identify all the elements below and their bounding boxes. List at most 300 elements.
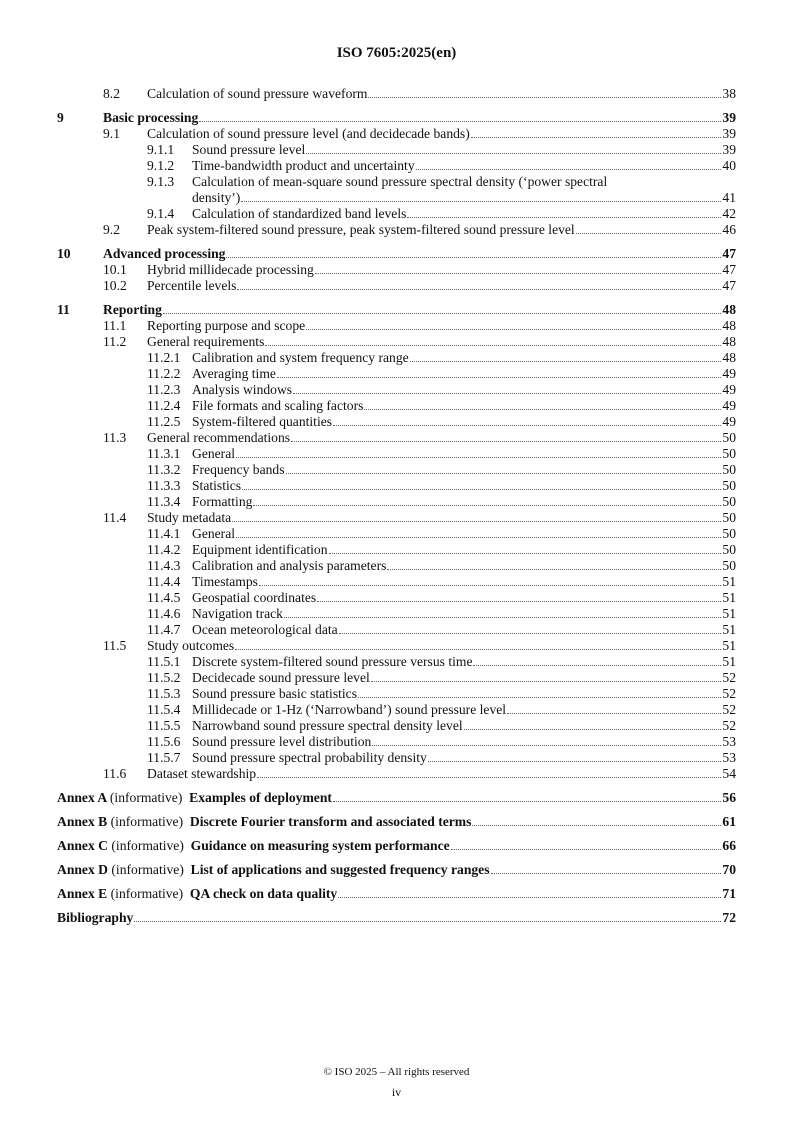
toc-entry[interactable] — [0, 142, 793, 158]
dot-leader — [284, 617, 721, 618]
toc-entry-page[interactable]: 49 — [722, 414, 736, 429]
toc-entry-line — [192, 574, 736, 590]
toc-entry[interactable] — [0, 462, 793, 478]
toc-entry-title — [57, 862, 490, 878]
toc-entry-title-text: List of applications and suggested frequency ranges — [190, 862, 490, 877]
toc-entry-title — [57, 886, 337, 902]
page-number: iv — [391, 1085, 402, 1099]
toc-entry-number: 11.4.6 — [147, 606, 181, 621]
dot-leader — [372, 745, 721, 746]
toc-entry-page[interactable]: 39 — [722, 110, 736, 125]
toc-entry-page[interactable]: 49 — [722, 398, 736, 413]
toc-entry-title-text: Calculation of sound pressure waveform — [147, 86, 368, 101]
toc-entry-page[interactable]: 39 — [722, 126, 736, 141]
toc-entry-line — [57, 814, 736, 830]
toc-entry-line — [192, 350, 736, 366]
toc-entry[interactable] — [0, 558, 793, 574]
toc-entry[interactable] — [0, 446, 793, 462]
toc-entry-page[interactable]: 40 — [722, 158, 736, 173]
toc-entry-title — [57, 814, 471, 830]
toc-entry-line — [192, 190, 736, 206]
toc-entry-page[interactable]: 70 — [722, 862, 736, 877]
toc-entry-title — [192, 142, 305, 158]
dot-leader — [286, 473, 722, 474]
toc-entry-line — [192, 174, 736, 190]
toc-entry-title-text: Formatting — [192, 494, 253, 509]
toc-entry-title-text: File formats and scaling factors — [192, 398, 364, 413]
toc-entry[interactable] — [0, 334, 793, 350]
toc-entry-number: 11.2.2 — [147, 366, 181, 381]
toc-entry-number: 10.2 — [103, 278, 127, 293]
annex-note: (informative) — [111, 862, 184, 877]
toc-entry-line — [103, 110, 736, 126]
toc-entry[interactable] — [0, 886, 793, 902]
dot-leader — [241, 201, 721, 202]
copyright-footer: © ISO 2025 – All rights reserved — [323, 1066, 470, 1078]
toc-entry-line — [147, 86, 736, 102]
dot-leader — [338, 897, 721, 898]
dot-leader — [306, 329, 721, 330]
toc-entry-title-text: Calculation of sound pressure level (and decidecade bands) — [147, 126, 470, 141]
toc-entry-line — [192, 606, 736, 622]
toc-entry-title — [147, 638, 234, 654]
toc-entry-line — [192, 734, 736, 750]
toc-entry-title-text: Examples of deployment — [189, 790, 332, 805]
toc-entry-number: 11.5.2 — [147, 670, 181, 685]
toc-entry-page[interactable]: 72 — [722, 910, 736, 925]
toc-entry-number: 10 — [57, 246, 71, 261]
toc-entry-page[interactable]: 51 — [722, 638, 736, 653]
toc-entry-page[interactable]: 50 — [722, 510, 736, 525]
toc-entry-title — [147, 334, 264, 350]
toc-entry-line — [192, 462, 736, 478]
toc-entry[interactable] — [0, 382, 793, 398]
toc-entry[interactable] — [0, 670, 793, 686]
toc-entry-number: 9.1 — [103, 126, 120, 141]
toc-entry-number: 8.2 — [103, 86, 120, 101]
toc-entry-number: 11.4.2 — [147, 542, 181, 557]
toc-entry-title-text: Averaging time — [192, 366, 276, 381]
toc-entry-number: 9.2 — [103, 222, 120, 237]
toc-entry-title-text: QA check on data quality — [189, 886, 338, 901]
toc-entry-continuation[interactable] — [0, 190, 793, 206]
toc-entry-number: 11.4.4 — [147, 574, 181, 589]
toc-entry-line — [57, 910, 736, 926]
dot-leader — [407, 217, 721, 218]
toc-entry-page[interactable]: 49 — [722, 366, 736, 381]
toc-entry-number: 9 — [57, 110, 64, 125]
toc-entry-number: 11.2.5 — [147, 414, 181, 429]
annex-note: (informative) — [111, 838, 184, 853]
toc-entry-page[interactable]: 54 — [722, 766, 736, 781]
toc-entry-title — [147, 318, 305, 334]
toc-entry-line — [192, 542, 736, 558]
toc-entry-line — [147, 430, 736, 446]
toc-entry-title-text: Geospatial coordinates — [192, 590, 317, 605]
toc-entry-title — [147, 430, 290, 446]
toc-entry[interactable] — [0, 638, 793, 654]
dot-leader — [371, 681, 722, 682]
dot-leader — [491, 873, 722, 874]
toc-entry[interactable] — [0, 158, 793, 174]
toc-entry-line — [147, 766, 736, 782]
toc-entry-title-text: Discrete system-filtered sound pressure versus time — [192, 654, 473, 669]
annex-label: Annex D — [57, 862, 108, 877]
toc-entry-line — [147, 262, 736, 278]
dot-leader — [291, 441, 721, 442]
toc-entry-page[interactable]: 50 — [722, 462, 736, 477]
toc-entry-line — [192, 206, 736, 222]
toc-entry-line — [57, 886, 736, 902]
toc-entry-title — [192, 446, 235, 462]
toc-entry[interactable] — [0, 750, 793, 766]
toc-entry[interactable] — [0, 318, 793, 334]
toc-entry-line — [192, 590, 736, 606]
toc-entry-number: 10.1 — [103, 262, 127, 277]
toc-entry-page[interactable]: 48 — [722, 334, 736, 349]
toc-entry-page[interactable]: 52 — [722, 670, 736, 685]
toc-entry[interactable] — [0, 174, 793, 190]
toc-entry[interactable] — [0, 414, 793, 430]
dot-leader — [259, 585, 721, 586]
toc-entry-title — [192, 606, 283, 622]
toc-entry-title-text: Timestamps — [192, 574, 258, 589]
toc-entry-line — [57, 838, 736, 854]
toc-entry-page[interactable]: 53 — [722, 734, 736, 749]
toc-entry-page[interactable]: 50 — [722, 430, 736, 445]
toc-entry-title — [147, 510, 231, 526]
dot-leader — [576, 233, 722, 234]
toc-entry-number: 11.6 — [103, 766, 127, 781]
toc-entry-title-text: Decidecade sound pressure level — [192, 670, 370, 685]
annex-note: (informative) — [110, 814, 184, 829]
annex-note: (informative) — [110, 886, 184, 901]
annex-label: Annex B — [57, 814, 108, 829]
toc-entry[interactable] — [0, 526, 793, 542]
toc-entry[interactable] — [0, 542, 793, 558]
toc-entry-title-text: Sound pressure basic statistics — [192, 686, 357, 701]
dot-leader — [293, 393, 721, 394]
dot-leader — [416, 169, 722, 170]
toc-entry-title-text: Analysis windows — [192, 382, 293, 397]
dot-leader — [471, 137, 722, 138]
toc-entry-title-text: Calculation of standardized band levels — [192, 206, 407, 221]
dot-leader — [428, 761, 722, 762]
toc-entry[interactable] — [0, 110, 793, 126]
toc-entry-page[interactable]: 47 — [722, 246, 736, 261]
dot-leader — [242, 489, 721, 490]
dot-leader — [507, 713, 721, 714]
toc-entry[interactable] — [0, 734, 793, 750]
dot-leader — [235, 649, 721, 650]
toc-entry-title — [192, 398, 363, 414]
toc-entry[interactable] — [0, 702, 793, 718]
dot-leader — [315, 273, 722, 274]
toc-entry-title-text: System-filtered quantities — [192, 414, 333, 429]
toc-entry-number: 11.4 — [103, 510, 127, 525]
toc-entry-title — [192, 494, 252, 510]
dot-leader — [236, 457, 721, 458]
toc-entry-number: 9.1.2 — [147, 158, 175, 173]
toc-entry-page[interactable]: 39 — [722, 142, 736, 157]
toc-entry[interactable] — [0, 86, 793, 102]
toc-entry[interactable] — [0, 478, 793, 494]
toc-entry-title-text: Reporting — [103, 302, 162, 317]
toc-entry-number: 11.5 — [103, 638, 127, 653]
toc-entry-title — [192, 558, 386, 574]
toc-entry-page[interactable]: 52 — [722, 686, 736, 701]
toc-entry-title — [192, 590, 316, 606]
toc-entry-line — [192, 686, 736, 702]
toc-entry[interactable] — [0, 606, 793, 622]
toc-entry[interactable] — [0, 686, 793, 702]
toc-entry-number: 11.3.1 — [147, 446, 181, 461]
toc-entry-page[interactable]: 48 — [722, 302, 736, 317]
toc-entry-title — [192, 574, 258, 590]
toc-entry[interactable] — [0, 262, 793, 278]
toc-entry[interactable] — [0, 278, 793, 294]
toc-entry-number: 11.3.2 — [147, 462, 181, 477]
toc-entry-title — [192, 702, 506, 718]
toc-entry[interactable] — [0, 302, 793, 318]
toc-entry[interactable] — [0, 246, 793, 262]
toc-entry-title-text: Peak system-filtered sound pressure, peak system-filtered sound pressure level — [147, 222, 575, 237]
dot-leader — [368, 97, 721, 98]
toc-entry[interactable] — [0, 430, 793, 446]
toc-entry-title-text: Study outcomes — [147, 638, 235, 653]
toc-entry-line — [192, 478, 736, 494]
dot-leader — [317, 601, 721, 602]
toc-entry-title-text: Percentile levels — [147, 278, 237, 293]
toc-entry-page[interactable]: 52 — [722, 718, 736, 733]
toc-entry-page[interactable]: 46 — [722, 222, 736, 237]
annex-label: Annex A — [57, 790, 107, 805]
toc-entry-title — [147, 126, 470, 142]
toc-entry-line — [103, 246, 736, 262]
toc-entry-line — [192, 446, 736, 462]
toc-entry-line — [147, 126, 736, 142]
toc-entry-title — [192, 158, 415, 174]
toc-entry-page[interactable]: 48 — [722, 318, 736, 333]
toc-entry-line — [57, 862, 736, 878]
toc-entry[interactable] — [0, 510, 793, 526]
toc-entry[interactable] — [0, 814, 793, 830]
toc-entry[interactable] — [0, 910, 793, 926]
toc-entry-number: 11.1 — [103, 318, 127, 333]
toc-entry-page[interactable]: 47 — [722, 278, 736, 293]
dot-leader — [387, 569, 721, 570]
toc-entry-page[interactable]: 53 — [722, 750, 736, 765]
toc-entry-line — [147, 318, 736, 334]
dot-leader — [253, 505, 721, 506]
toc-entry[interactable] — [0, 222, 793, 238]
toc-entry[interactable] — [0, 590, 793, 606]
toc-entry-line — [103, 302, 736, 318]
toc-entry-page[interactable]: 51 — [722, 590, 736, 605]
dot-leader — [451, 849, 722, 850]
toc-entry-page[interactable]: 38 — [722, 86, 736, 101]
toc-entry-line — [192, 398, 736, 414]
toc-entry[interactable] — [0, 398, 793, 414]
dot-leader — [364, 409, 721, 410]
toc-entry-title-text: Guidance on measuring system performance — [190, 838, 450, 853]
toc-entry-page[interactable]: 49 — [722, 382, 736, 397]
dot-leader — [277, 377, 721, 378]
dot-leader — [163, 313, 722, 314]
toc-entry-page[interactable]: 48 — [722, 350, 736, 365]
toc-entry-number: 11.4.3 — [147, 558, 181, 573]
toc-entry-page[interactable]: 61 — [722, 814, 736, 829]
toc-entry[interactable] — [0, 350, 793, 366]
toc-entry-page[interactable]: 50 — [722, 526, 736, 541]
toc-entry-number: 11.5.7 — [147, 750, 181, 765]
toc-entry-page[interactable]: 71 — [722, 886, 736, 901]
toc-entry-title — [192, 206, 406, 222]
toc-entry-title-text: Discrete Fourier transform and associated terms — [189, 814, 472, 829]
toc-entry[interactable] — [0, 654, 793, 670]
toc-entry[interactable] — [0, 494, 793, 510]
toc-entry-title-text: Advanced processing — [103, 246, 226, 261]
toc-entry-title — [147, 278, 236, 294]
dot-leader — [265, 345, 721, 346]
toc-entry[interactable] — [0, 622, 793, 638]
toc-entry-line — [192, 702, 736, 718]
toc-entry-title — [147, 222, 575, 238]
toc-entry-title-text: Navigation track — [192, 606, 283, 621]
toc-entry-number: 11 — [57, 302, 70, 317]
toc-entry-title — [57, 910, 133, 926]
toc-entry-line — [192, 558, 736, 574]
toc-entry-line — [192, 718, 736, 734]
toc-entry-title-text: Calculation of mean-square sound pressure spectral density (‘power spectral — [192, 174, 608, 189]
toc-entry-title-text: Narrowband sound pressure spectral density level — [192, 718, 463, 733]
dot-leader — [329, 553, 722, 554]
toc-entry-number: 9.1.3 — [147, 174, 175, 189]
toc-entry-line — [147, 510, 736, 526]
toc-entry-page[interactable]: 42 — [722, 206, 736, 221]
toc-entry-page[interactable]: 51 — [722, 654, 736, 669]
toc-entry-title — [192, 526, 235, 542]
toc-entry[interactable] — [0, 862, 793, 878]
toc-entry[interactable] — [0, 790, 793, 806]
toc-entry-title — [192, 414, 332, 430]
dot-leader — [236, 537, 721, 538]
toc-entry-title-text: Sound pressure spectral probability density — [192, 750, 427, 765]
toc-entry[interactable] — [0, 838, 793, 854]
toc-entry-number: 11.2.4 — [147, 398, 181, 413]
dot-leader — [473, 665, 721, 666]
toc-entry-line — [192, 654, 736, 670]
toc-entry-page[interactable]: 51 — [722, 622, 736, 637]
toc-entry-title — [103, 246, 225, 262]
toc-entry-title — [192, 174, 607, 190]
toc-entry-line — [147, 222, 736, 238]
toc-entry-title — [192, 382, 292, 398]
toc-entry-page[interactable]: 51 — [722, 606, 736, 621]
toc-entry-page[interactable]: 50 — [722, 542, 736, 557]
dot-leader — [358, 697, 721, 698]
toc-entry-number: 11.3 — [103, 430, 127, 445]
toc-entry-number: 11.2 — [103, 334, 127, 349]
toc-entry[interactable] — [0, 718, 793, 734]
toc-entry-title — [57, 838, 450, 854]
toc-entry-line — [192, 414, 736, 430]
toc-entry-page[interactable]: 50 — [722, 494, 736, 509]
toc-entry-line — [57, 790, 736, 806]
toc-entry-page[interactable]: 56 — [722, 790, 736, 805]
dot-leader — [257, 777, 721, 778]
toc-entry-title-text: Hybrid millidecade processing — [147, 262, 314, 277]
dot-leader — [464, 729, 722, 730]
dot-leader — [226, 257, 721, 258]
toc-entry-title — [192, 654, 472, 670]
toc-entry-page[interactable]: 50 — [722, 478, 736, 493]
toc-entry-page[interactable]: 50 — [722, 558, 736, 573]
toc-entry-title-text: General recommendations — [147, 430, 291, 445]
toc-entry-page[interactable]: 51 — [722, 574, 736, 589]
toc-entry-page[interactable]: 52 — [722, 702, 736, 717]
toc-entry-title-text: General — [192, 446, 236, 461]
toc-entry-title — [103, 302, 162, 318]
toc-entry[interactable] — [0, 206, 793, 222]
toc-entry[interactable] — [0, 126, 793, 142]
toc-entry-title — [192, 686, 357, 702]
toc-entry-title-text: General requirements — [147, 334, 265, 349]
dot-leader — [472, 825, 721, 826]
toc-entry-title-text: Calibration and analysis parameters — [192, 558, 387, 573]
toc-entry-number: 11.5.6 — [147, 734, 181, 749]
toc-entry-number: 11.2.1 — [147, 350, 181, 365]
toc-entry-page[interactable]: 47 — [722, 262, 736, 277]
toc-entry-title — [147, 766, 256, 782]
toc-entry-title-text: General — [192, 526, 236, 541]
toc-entry-page[interactable]: 50 — [722, 446, 736, 461]
toc-entry-title-text: Study metadata — [147, 510, 232, 525]
document-header: ISO 7605:2025(en) — [336, 45, 457, 61]
toc-entry-number: 11.4.1 — [147, 526, 181, 541]
toc-entry-page[interactable]: 66 — [722, 838, 736, 853]
dot-leader — [333, 801, 722, 802]
toc-entry-title — [192, 478, 241, 494]
toc-entry-number: 11.4.5 — [147, 590, 181, 605]
dot-leader — [333, 425, 721, 426]
toc-entry-line — [147, 334, 736, 350]
toc-entry-number: 9.1.1 — [147, 142, 175, 157]
toc-entry-line — [192, 366, 736, 382]
toc-entry-title-text: Basic processing — [103, 110, 199, 125]
toc-entry[interactable] — [0, 366, 793, 382]
toc-entry-title-text: Bibliography — [57, 910, 134, 925]
toc-entry-line — [192, 750, 736, 766]
toc-entry[interactable] — [0, 574, 793, 590]
dot-leader — [410, 361, 722, 362]
toc-entry-title-text: Sound pressure level — [192, 142, 306, 157]
dot-leader — [199, 121, 721, 122]
toc-entry-line — [192, 494, 736, 510]
toc-entry-number: 11.5.1 — [147, 654, 181, 669]
table-of-contents — [0, 86, 793, 926]
toc-entry-line — [192, 526, 736, 542]
toc-entry-line — [147, 278, 736, 294]
toc-entry-title-text: Time-bandwidth product and uncertainty — [192, 158, 415, 173]
toc-entry-page[interactable]: 41 — [722, 190, 736, 205]
dot-leader — [339, 633, 722, 634]
toc-entry-title — [192, 366, 276, 382]
toc-entry-title-text: Equipment identification — [192, 542, 328, 557]
toc-entry[interactable] — [0, 766, 793, 782]
toc-entry-number: 11.3.3 — [147, 478, 181, 493]
toc-entry-title — [192, 718, 463, 734]
